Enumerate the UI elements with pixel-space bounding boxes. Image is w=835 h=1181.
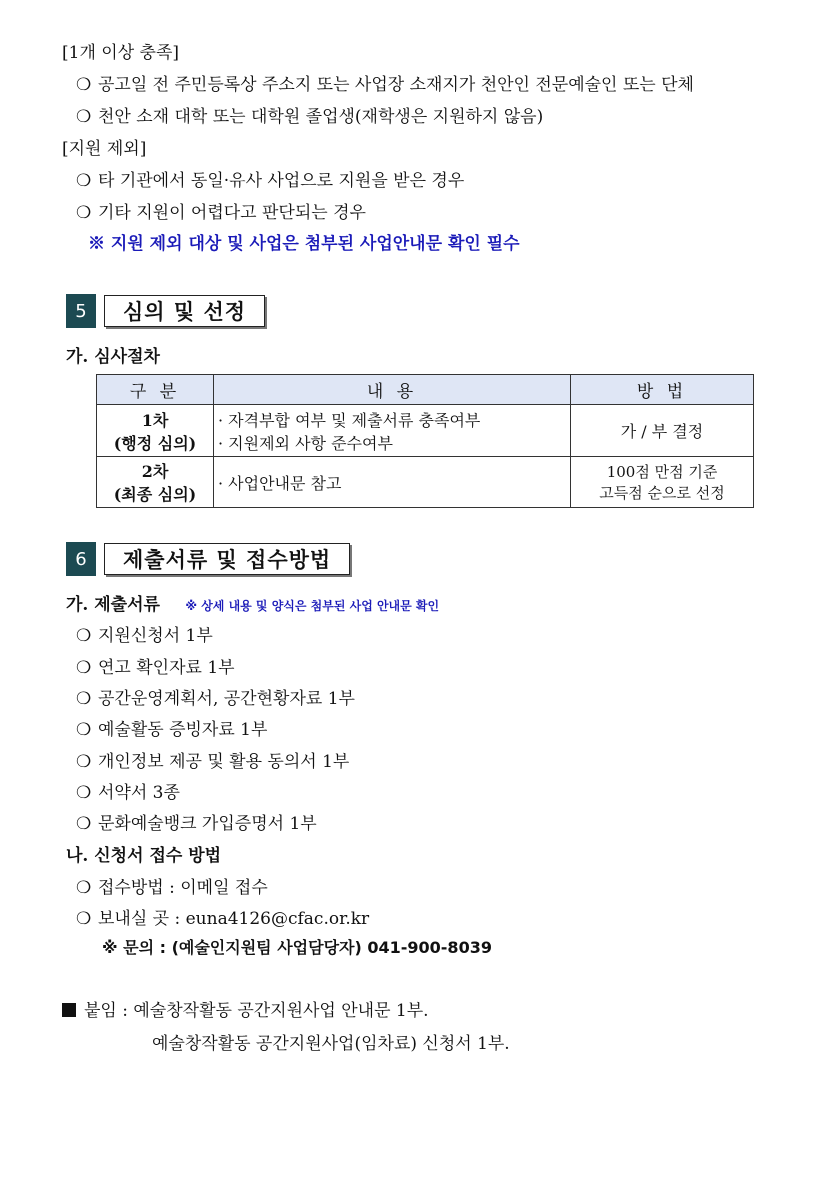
section-number: 6 xyxy=(66,542,96,576)
section-title: 제출서류 및 접수방법 xyxy=(104,543,350,575)
section-5-header xyxy=(66,294,265,328)
method-cell xyxy=(571,457,754,508)
circle-bullet-icon: ❍ xyxy=(76,814,92,834)
section-number: 5 xyxy=(66,294,96,328)
content-line: · 자격부합 여부 및 제출서류 충족여부 xyxy=(218,410,481,430)
stage-label: 1차 xyxy=(141,410,169,430)
eligibility-heading: [1개 이상 충족] xyxy=(62,43,179,63)
method-line: 가 / 부 결정 xyxy=(620,422,704,441)
exclusion-note: ※ 지원 제외 대상 및 사업은 첨부된 사업안내문 확인 필수 xyxy=(88,234,520,254)
circle-bullet-icon: ❍ xyxy=(76,626,92,646)
circle-bullet-icon: ❍ xyxy=(76,878,92,898)
content-line: · 지원제외 사항 준수여부 xyxy=(218,433,393,453)
contact-line: ※ 문의 : (예술인지원팀 사업담당자) 041-900-8039 xyxy=(102,938,492,957)
exclusion-heading: [지원 제외] xyxy=(62,139,147,159)
list-item-text: 공간운영계획서, 공간현황자료 1부 xyxy=(98,689,355,709)
circle-bullet-icon: ❍ xyxy=(76,75,92,95)
stage-cell xyxy=(97,405,214,457)
circle-bullet-icon: ❍ xyxy=(76,909,92,929)
list-item-text: 지원신청서 1부 xyxy=(98,626,213,646)
section-6-header xyxy=(66,542,350,576)
stage-cell xyxy=(97,457,214,508)
list-item-text: 개인정보 제공 및 활용 동의서 1부 xyxy=(98,752,350,772)
documents-note: ※ 상세 내용 및 양식은 첨부된 사업 안내문 확인 xyxy=(185,599,440,613)
stage-sub: (최종 심의) xyxy=(113,485,197,504)
list-item xyxy=(76,904,369,929)
list-item xyxy=(76,166,464,191)
attachment-item: 예술창작활동 공간지원사업(임차료) 신청서 1부. xyxy=(152,1034,510,1054)
list-item xyxy=(76,778,180,803)
list-item-text: 예술활동 증빙자료 1부 xyxy=(98,720,268,740)
column-header: 내 용 xyxy=(214,375,571,405)
circle-bullet-icon: ❍ xyxy=(76,658,92,678)
method-line: 고득점 순으로 선정 xyxy=(599,484,725,502)
list-item xyxy=(76,198,366,223)
list-item xyxy=(76,102,543,127)
list-item-text: 접수방법 : 이메일 접수 xyxy=(98,878,268,898)
stage-label: 2차 xyxy=(141,462,169,481)
list-item-text: 타 기관에서 동일·유사 사업으로 지원을 받은 경우 xyxy=(98,171,465,191)
circle-bullet-icon: ❍ xyxy=(76,752,92,772)
email-address[interactable]: 보내실 곳 : euna4126@cfac.or.kr xyxy=(98,909,370,929)
column-header: 구 분 xyxy=(97,375,214,405)
circle-bullet-icon: ❍ xyxy=(76,171,92,191)
attachments-row xyxy=(62,996,429,1021)
receipt-heading: 나. 신청서 접수 방법 xyxy=(66,846,222,866)
content-cell xyxy=(214,405,571,457)
section-title: 심의 및 선정 xyxy=(104,295,265,327)
content-line: · 사업안내문 참고 xyxy=(218,473,342,493)
list-item xyxy=(76,809,317,834)
attachment-item: 붙임 : 예술창작활동 공간지원사업 안내문 1부. xyxy=(84,1001,429,1021)
list-item-text: 공고일 전 주민등록상 주소지 또는 사업장 소재지가 천안인 전문예술인 또는 단체 xyxy=(98,75,694,95)
stage-sub: (행정 심의) xyxy=(113,433,197,453)
list-item xyxy=(76,621,213,646)
list-item-text: 서약서 3종 xyxy=(98,783,180,803)
circle-bullet-icon: ❍ xyxy=(76,107,92,127)
table-row xyxy=(97,405,754,457)
list-item xyxy=(76,684,355,709)
list-item xyxy=(76,873,268,898)
review-procedure-heading: 가. 심사절차 xyxy=(66,347,160,367)
list-item-text: 연고 확인자료 1부 xyxy=(98,658,235,678)
circle-bullet-icon: ❍ xyxy=(76,720,92,740)
list-item-text: 문화예술뱅크 가입증명서 1부 xyxy=(98,814,317,834)
method-line: 100점 만점 기준 xyxy=(606,463,718,481)
documents-heading-row xyxy=(66,590,439,615)
review-table xyxy=(96,374,754,508)
list-item xyxy=(76,653,235,678)
black-square-icon xyxy=(62,1003,76,1017)
list-item xyxy=(76,70,694,95)
content-cell xyxy=(214,457,571,508)
list-item-text: 기타 지원이 어렵다고 판단되는 경우 xyxy=(98,203,366,223)
method-cell xyxy=(571,405,754,457)
circle-bullet-icon: ❍ xyxy=(76,783,92,803)
column-header: 방 법 xyxy=(571,375,754,405)
circle-bullet-icon: ❍ xyxy=(76,689,92,709)
list-item-text: 천안 소재 대학 또는 대학원 졸업생(재학생은 지원하지 않음) xyxy=(98,107,544,127)
circle-bullet-icon: ❍ xyxy=(76,203,92,223)
table-header-row xyxy=(97,375,754,405)
list-item xyxy=(76,747,349,772)
documents-heading: 가. 제출서류 xyxy=(66,595,160,615)
table-row xyxy=(97,457,754,508)
list-item xyxy=(76,715,267,740)
